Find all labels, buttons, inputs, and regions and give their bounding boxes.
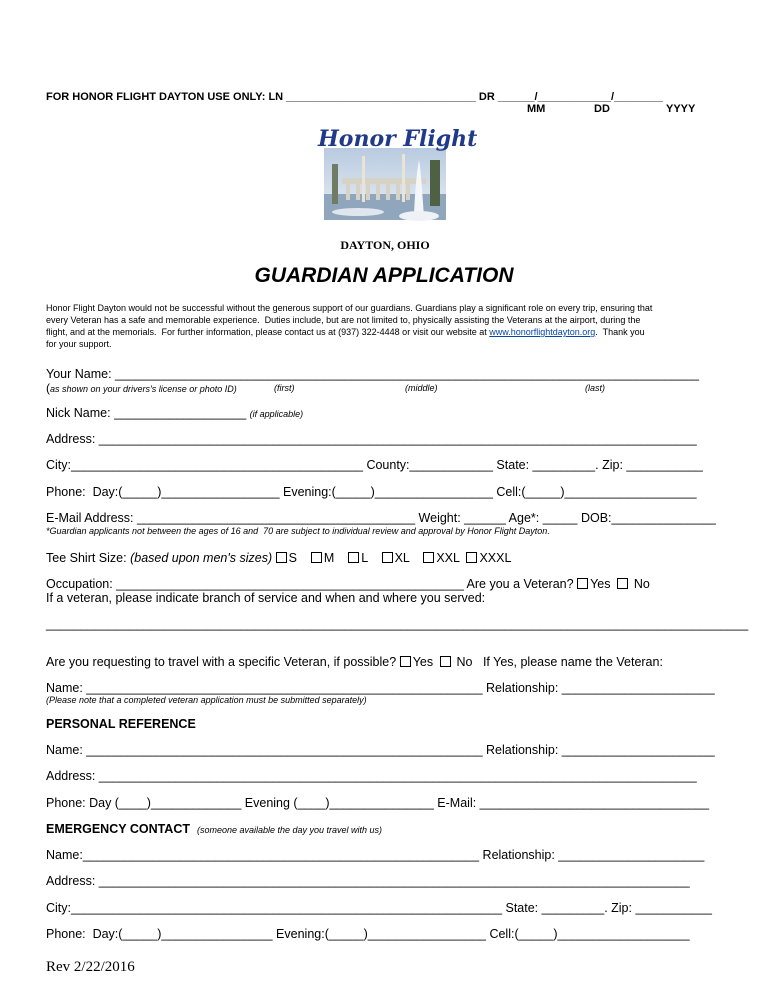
veteran-note: (Please note that a completed veteran application must be submitted separately) bbox=[46, 695, 367, 705]
first-label: (first) bbox=[274, 383, 295, 393]
emergency-heading-row bbox=[46, 822, 382, 836]
website-link[interactable]: www.honorflightdayton.org bbox=[489, 327, 596, 337]
travel-yes-checkbox[interactable] bbox=[400, 656, 411, 667]
branch-question: If a veteran, please indicate branch of service and when and where you served: bbox=[46, 591, 486, 605]
age-note: *Guardian applicants not between the ages of 16 and 70 are subject to individual review and approval by Honor Flight Dayton. bbox=[46, 526, 550, 536]
occupation-row: Occupation: __________________________________________________ Are you a Veteran? Yes No bbox=[46, 577, 650, 591]
size-xxxl-checkbox[interactable] bbox=[466, 552, 477, 563]
reference-heading: PERSONAL REFERENCE bbox=[46, 717, 196, 731]
veteran-name-field[interactable]: Name: _________________________________________________________ Relationship: ______________________ bbox=[46, 681, 715, 695]
emergency-phone-field[interactable]: Phone: Day:(_____)________________ Evening:(_____)_________________ Cell:(_____)___________________ bbox=[46, 927, 690, 941]
branch-field[interactable]: _____________________________________________________________________________________________________ bbox=[46, 617, 749, 631]
reference-address-field[interactable]: Address: ______________________________________________________________________________________ bbox=[46, 769, 697, 783]
size-xxl-checkbox[interactable] bbox=[423, 552, 434, 563]
tee-shirt-row: Tee Shirt Size: (based upon men's sizes) S M L XL XXL XXXL bbox=[46, 551, 512, 565]
middle-label: (middle) bbox=[405, 383, 438, 393]
date-dd-label: DD bbox=[594, 103, 610, 115]
phone-field[interactable]: Phone: Day:(_____)_________________ Evening:(_____)_________________ Cell:(_____)___________________ bbox=[46, 485, 697, 499]
emergency-note: (someone available the day you travel with us) bbox=[196, 825, 383, 835]
revision-date: Rev 2/22/2016 bbox=[46, 959, 135, 975]
date-yyyy-label: YYYY bbox=[666, 103, 696, 115]
emergency-address-field[interactable]: Address: _____________________________________________________________________________________ bbox=[46, 874, 690, 888]
intro-line-4: for your support. bbox=[46, 339, 112, 349]
size-l-checkbox[interactable] bbox=[348, 552, 359, 563]
emergency-heading: EMERGENCY CONTACT bbox=[46, 822, 190, 836]
city-county-state-zip-field[interactable]: City:__________________________________________ County:____________ State: _________. Zip: ___________ bbox=[46, 458, 703, 472]
logo-location-text: DAYTON, OHIO bbox=[340, 238, 430, 252]
logo-brand-text: Honor Flight bbox=[318, 126, 478, 152]
address-field[interactable]: Address: ______________________________________________________________________________________ bbox=[46, 432, 697, 446]
nick-name-field[interactable]: Nick Name: ___________________ (if applicable) bbox=[46, 406, 304, 420]
email-weight-age-dob-field[interactable]: E-Mail Address: ________________________________________ Weight: ______ Age*: _____ DOB:_______________ bbox=[46, 511, 716, 525]
your-name-field[interactable]: Your Name: ____________________________________________________________________________________ bbox=[46, 367, 699, 381]
name-note: (as shown on your drivers's license or photo ID) bbox=[46, 381, 237, 395]
size-m-checkbox[interactable] bbox=[311, 552, 322, 563]
honor-flight-logo bbox=[318, 120, 478, 252]
size-s-checkbox[interactable] bbox=[276, 552, 287, 563]
last-label: (last) bbox=[585, 383, 605, 393]
reference-name-field[interactable]: Name: _________________________________________________________ Relationship: ______________________ bbox=[46, 743, 715, 757]
intro-line-2: every Veteran has a safe and memorable experience. Duties include, but are not limited to, physically assisting the Veterans at the airport, during the bbox=[46, 315, 641, 325]
emergency-city-state-zip-field[interactable]: City:______________________________________________________________ State: _________. Zip: ___________ bbox=[46, 901, 712, 915]
page-title: GUARDIAN APPLICATION bbox=[254, 264, 514, 287]
intro-line-1: Honor Flight Dayton would not be successful without the generous support of our guardians. Guardians play a significant role on every trip, ensuring that bbox=[46, 303, 653, 313]
veteran-yes-checkbox[interactable] bbox=[577, 578, 588, 589]
veteran-no-checkbox[interactable] bbox=[617, 578, 628, 589]
office-use-line: FOR HONOR FLIGHT DAYTON USE ONLY: LN _______________________________ DR ______/____________/________ bbox=[46, 91, 663, 103]
emergency-name-field[interactable]: Name:_________________________________________________________ Relationship: _____________________ bbox=[46, 848, 705, 862]
travel-with-veteran-row: Are you requesting to travel with a specific Veteran, if possible? Yes No If Yes, please name the Veteran: bbox=[46, 655, 663, 669]
intro-line-3: flight, and at the memorials. For further information, please contact us at (937) 322-4448 or visit our website at www.honorflightdayton.org. Thank you bbox=[46, 327, 645, 337]
size-xl-checkbox[interactable] bbox=[382, 552, 393, 563]
date-mm-label: MM bbox=[527, 103, 546, 115]
reference-phone-email-field[interactable]: Phone: Day (____)_____________ Evening (____)_______________ E-Mail: _________________________________ bbox=[46, 796, 710, 810]
occupation-field[interactable]: Occupation: __________________________________________________ Are you a Veteran? bbox=[46, 577, 574, 591]
travel-no-checkbox[interactable] bbox=[440, 656, 451, 667]
